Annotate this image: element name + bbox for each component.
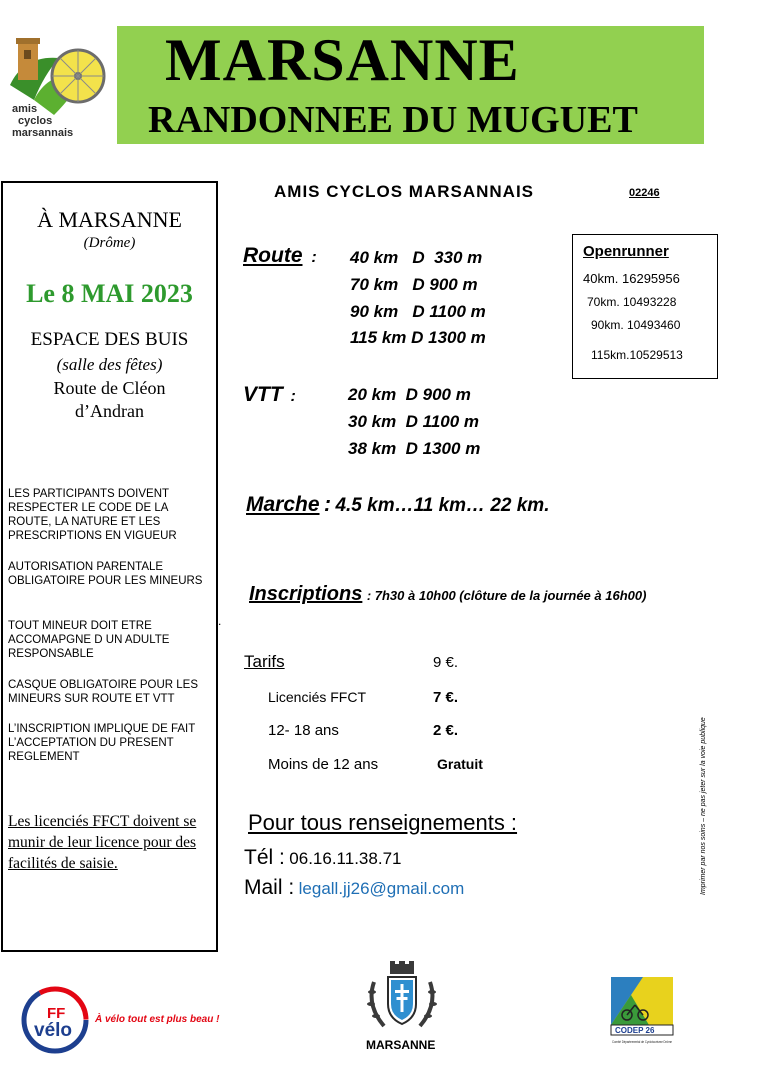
inscriptions-line [249,583,646,606]
tarif-row-label: Licenciés FFCT [268,689,367,705]
tel-number[interactable]: 06.16.11.38.71 [289,849,402,868]
tel-label: Tél : [244,846,285,869]
club-logo [4,30,114,142]
event-venue: ESPACE DES BUIS [30,329,189,350]
event-road-line-1: Route de Cléon [53,378,166,398]
event-region: (Drôme) [83,235,136,251]
print-side-note [700,680,712,895]
tarif-row-value: 7 €. [433,689,459,706]
openrunner-item: 90km. 10493460 [591,318,681,332]
inscriptions-label: Inscriptions [249,583,363,605]
mail-link[interactable]: legall.jj26@gmail.com [298,879,465,898]
club-logo-text-2: cyclos [18,115,53,127]
openrunner-item: 70km. 10493228 [587,295,677,309]
vtt-sep: : [290,388,296,405]
tarif-base-value: 9 €. [433,654,459,671]
openrunner-box [572,234,718,379]
vtt-label: VTT [243,383,283,406]
ffvelo-logo-ff: FF [47,1005,66,1022]
tarif-row-label: 12- 18 ans [268,722,339,739]
tarif-row-value: Gratuit [437,756,483,772]
route-item: 90 km D 1100 m [350,302,486,321]
event-venue-note: (salle des fêtes) [56,355,163,374]
codep-logo-name: CODEP 26 [615,1026,655,1035]
route-item: 70 km D 900 m [350,275,478,294]
town-label: MARSANNE [366,1038,436,1052]
rule-item: CASQUE OBLIGATOIRE POUR LES MINEURS SUR ROUTE ET VTT [8,679,199,705]
town-crest [362,960,442,1035]
vtt-item: 20 km D 900 m [348,385,471,404]
openrunner-item: 40km. 16295956 [583,271,680,286]
club-number: 02246 [629,187,660,199]
print-side-note-text: Imprimer par nos soins – ne pas jeter sur la voie publique [700,717,707,895]
ffvelo-logo [20,985,90,1055]
stray-dot: . [218,614,222,628]
licence-note: Les licenciés FFCT doivent se munir de leur licence pour des facilités de saisie. [8,813,197,872]
tarif-row-value: 2 €. [433,722,459,739]
vtt-heading [243,383,296,407]
rule-item: LES PARTICIPANTS DOIVENT RESPECTER LE CODE DE LA ROUTE, LA NATURE ET LES PRESCRIPTIONS EN VIGUEUR [8,488,177,542]
route-sep: : [311,249,317,266]
route-item: 115 km D 1300 m [350,328,486,347]
ffvelo-logo-velo: vélo [34,1020,73,1041]
event-road-line-2: d’Andran [75,401,144,421]
marche-line [246,493,549,517]
info-sidebar [1,181,218,952]
club-name: AMIS CYCLOS MARSANNAIS [274,182,535,201]
page-title: MARSANNE [165,27,520,93]
rule-item: TOUT MINEUR DOIT ETRE ACCOMAPGNE D UN ADULTE RESPONSABLE [8,620,170,660]
contact-tel-line [244,846,401,870]
club-logo-text-1: amis [12,103,38,115]
rule-item: AUTORISATION PARENTALE OBLIGATOIRE POUR LES MINEURS [8,561,203,587]
route-label: Route [243,244,303,267]
event-place: À MARSANNE [37,207,182,232]
rule-item: L’INSCRIPTION IMPLIQUE DE FAIT L’ACCEPTATION DU PRESENT REGLEMENT [8,723,196,763]
tarif-row-label: Moins de 12 ans [268,756,379,773]
tarifs-label: Tarifs [244,652,285,671]
marche-label: Marche [246,493,320,516]
openrunner-item: 115km.10529513 [591,348,683,362]
marche-sep: : [323,493,331,516]
club-logo-text-3: marsannais [12,127,74,139]
codep-logo-caption: Comité Départemental de Cyclotourisme Drôme [612,1040,673,1044]
page-subtitle: RANDONNEE DU MUGUET [148,99,638,141]
vtt-item: 38 km D 1300 m [348,439,481,458]
mail-label: Mail : [244,876,295,899]
marche-distances: 4.5 km…11 km… 22 km. [335,495,550,516]
event-date: Le 8 MAI 2023 [26,279,193,308]
contact-heading: Pour tous renseignements : [248,810,518,835]
openrunner-title: Openrunner [583,243,669,260]
codep-logo [609,975,675,1050]
vtt-item: 30 km D 1100 m [348,412,480,431]
ffvelo-slogan: À vélo tout est plus beau ! [95,1014,220,1025]
route-heading [243,244,317,268]
route-item: 40 km D 330 m [350,248,483,267]
contact-mail-line [244,876,464,900]
inscriptions-hours: : 7h30 à 10h00 (clôture de la journée à 16h00) [366,588,647,603]
